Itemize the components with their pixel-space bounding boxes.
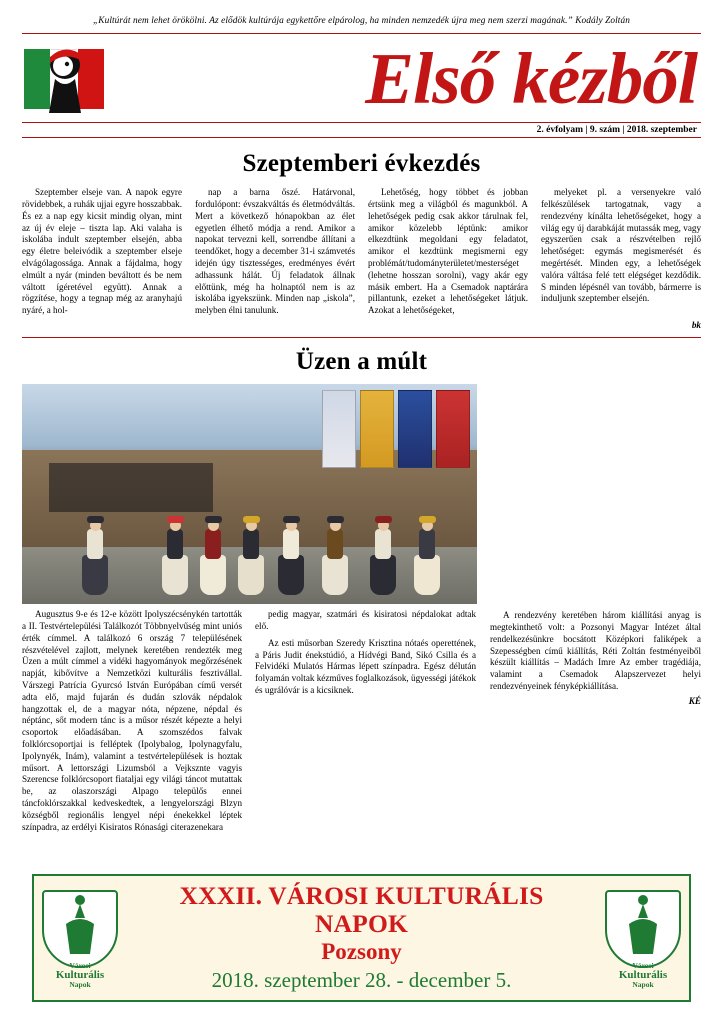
article-2-para-2: pedig magyar, szatmári és kisiratosi népdalokat adtak elő.	[255, 609, 476, 631]
banner-line-3: 2018. szeptember 28. - december 5.	[211, 967, 512, 992]
article-1-para-2: nap a barna őszé. Határvonal, fordulópont: évszakváltás és életmódváltás. Mert a következő hónapokban az élet egyetlen élhető módja a rend. Amikor a napokat tervezni kell, sorrendbe állítani a teendőket, hogy a december 31-i számvetés idején úgy tisztességes, eredményes évért adhassunk hálát. Új feladatok állnak előttünk, még ha holnaptól nem is az iskolába igyekszünk. Minden nap „iskola”, melyben élni tanulunk.	[195, 187, 355, 316]
article-2-col-2	[255, 609, 476, 833]
crest-mid-text: Kulturális	[618, 968, 668, 981]
banner-text	[126, 882, 597, 994]
folk-dance-photo	[22, 384, 477, 604]
banner-line-2: Pozsony	[321, 939, 402, 965]
page-title: Első kézből	[365, 37, 697, 119]
article-2-para-1: Augusztus 9-e és 12-e között Ipolyszécsénykén tartották a II. Testvértelepülési Találkozót Többnyelvűség mint uniós érték címmel. A találkozó 6 ország 7 településének részvételével zajlott, melynek keretében rendezték meg Üzen a múlt címmel a vidéki hagyományok megőrzésének napját, kibővítve a Nemzetközi kulturális fesztivállal. Várszegi Patrícia Gyurcsó István Európában című versét adta elő, majd fujarán és dudán szlovák népdalok hangzottak el, de a magyar nóta, népzene, népdal és néptánc, sőt modern tánc is a műsor részét képezte a helyi csoportok előadásában. A szomszédos falvak folklórcsoportjai is felléptek (Ipolybalog, Ipolynagyfalu, Ipolynyék, Inám), valamint a testvértelepülések is hoztak műsort. A lettországi Lizumsból a Vejksznte vagyis Szerencse folklórcsoport fiataljai egy világi táncot mutattak be, az olaszországi Alpago települős ennei táncfoklórszakkal kedveskedtek, a lengyelországi Blzyn községből regionális lengyel népi énekekkel léptek színpadra, az erdélyi Kisiratos Rónasági citerazenekara	[22, 609, 242, 832]
article-2-para-4: A rendezvény keretében három kiállítási anyag is megtekinthető volt: a Pozsonyi Magyar Intézet által rendelkezésünkre bocsátott Középkori faliképek a Szepességben című kiállítás, Réti Zoltán festményeiből készült kiállítás – Madách Imre Az ember tragédiája, valamint a Csemadok Alapszervezet helyi rendezvényeinek fényképkiállítása.	[490, 610, 701, 691]
issue-info: 2. évfolyam | 9. szám | 2018. szeptember	[22, 122, 701, 138]
crest-right-icon	[597, 886, 689, 990]
article-2-title: Üzen a múlt	[295, 348, 428, 376]
article-2-signature: KÉ	[688, 695, 701, 706]
logo-figure-icon	[42, 45, 88, 115]
article-2-col-3	[490, 384, 701, 833]
elso-kezbol-logo-icon	[22, 43, 108, 115]
article-1-para-3: Lehetőség, hogy többet és jobban értsünk meg a világból és magunkból. A lehetőségek pedig csak akkor tárulnak fel, amikor közelebb léptünk: amikor elkezdtünk megoldani egy feladatot, amikor el kezdtünk megismerni egy problémát/tudományterületet/mesterséget (lehetne hosszan sorolni), vagy akár egy másik embert. Ha a Csemadok naptárára pillantunk, ezeket a lehetőségeket látjuk. Azokat a lehetőségeket,	[368, 187, 528, 316]
crest-left-icon	[34, 886, 126, 990]
article-1-title: Szeptemberi évkezdés	[242, 150, 481, 178]
article-2-para-3: Az esti műsorban Szeredy Krisztina nótaés operettének, a Páris Judit énekstúdió, a Hídvégi Band, Sikó Csilla és a Felvidéki Mulatós Hármas lépett színpadra. Egész délután folyamán voltak kézműves foglalkozások, ügyességi játékok és ugrálóvár is a kicsiknek.	[255, 637, 476, 695]
crest-bottom-text: Napok	[69, 979, 91, 989]
masthead	[22, 33, 701, 119]
article-1-para-1: Szeptember elseje van. A napok egyre rövidebbek, a ruhák ujjai egyre hosszabbak. És ez a nap egy kicsit mindig olyan, mint az új év eleje – tiszta lap. Aki valaha is iskolába indult szeptember elsején, abba egy életre beleivódik a szeptember elseje elvágólagossága. Annak a fájdalma, hogy elmúlt a nyár (minden beváltott és be nem váltott ígéretével együtt). Annak a rögzítése, hogy a tegnap még az aranyhajú nyáré, a hol-	[22, 187, 182, 316]
article-2-col-1	[22, 609, 242, 833]
event-banner	[32, 874, 691, 1002]
article-1-signature: bk	[691, 320, 701, 331]
article-2-body	[22, 384, 701, 833]
article-1-body	[22, 187, 701, 317]
crest-top-text: Városi	[69, 961, 91, 970]
article-1-para-4: melyeket pl. a versenyekre való felkészülések tartogatnak, vagy a rendezvény kínálta lehetőségeket, hogy a világ egy új darabkáját mutassák meg, vagy egyszerűen csak a részvételben rejlő lehetőséget: egymás megismerését és megértését. Minden egy, a lehetőségek valóra váltása felé tett elégséget kezdődik. S minden lépésnél van tovább, bármerre is induljunk szeptember elsején.	[541, 187, 701, 304]
masthead-quote: „Kultúrát nem lehet örökölni. Az elődök kultúrája egykettőre elpárolog, ha minden nemzedék újra meg nem szerzi magának.” Kodály Zoltán	[93, 16, 630, 26]
divider-rule	[22, 337, 701, 338]
banner-line-1: XXXII. VÁROSI KULTURÁLIS NAPOK	[179, 880, 544, 938]
crest-bottom-text: Napok	[632, 979, 654, 989]
crest-mid-text: Kulturális	[55, 968, 105, 981]
crest-top-text: Városi	[632, 961, 654, 970]
